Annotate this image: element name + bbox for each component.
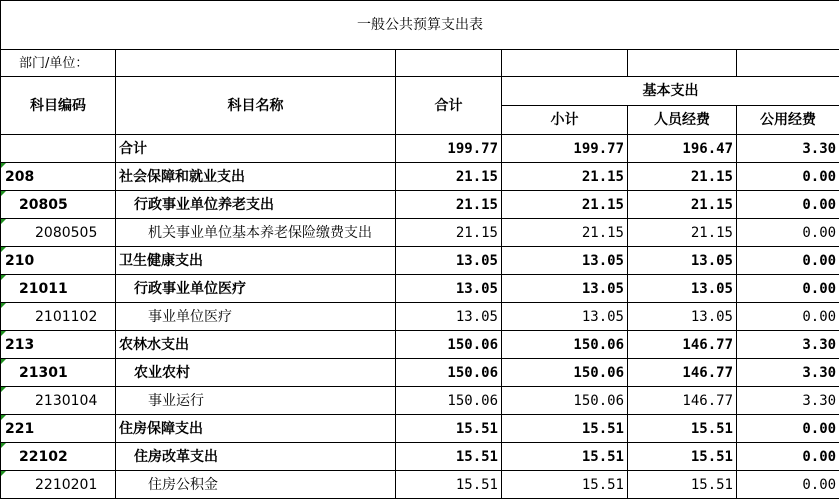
row-total-text: 15.51 <box>455 448 498 465</box>
row-total-cell[interactable] <box>396 471 502 499</box>
row-total-text: 15.51 <box>455 420 498 437</box>
cell-marker-icon <box>1 471 6 476</box>
row-name-text: 农业农村 <box>134 364 190 381</box>
row-total-cell[interactable] <box>396 415 502 443</box>
row-personnel-text: 146.77 <box>682 364 733 381</box>
row-personnel-text: 146.77 <box>682 336 733 353</box>
table-row <box>1 219 839 247</box>
row-name-cell[interactable] <box>116 471 396 499</box>
row-total-cell[interactable] <box>396 387 502 415</box>
row-name-cell[interactable] <box>116 331 396 359</box>
row-public-text: 0.00 <box>802 476 837 493</box>
row-subtotal-cell[interactable] <box>502 219 628 247</box>
row-personnel-cell[interactable] <box>628 191 737 219</box>
row-personnel-text: 15.51 <box>690 476 733 493</box>
row-total-cell[interactable] <box>396 331 502 359</box>
unit-blank-cell[interactable] <box>502 50 628 77</box>
row-public-text: 3.30 <box>802 336 837 353</box>
row-total-text: 199.77 <box>447 140 498 157</box>
row-public-text: 0.00 <box>802 168 837 185</box>
row-name-text: 事业单位医疗 <box>148 308 232 325</box>
row-total-text: 13.05 <box>455 280 498 297</box>
row-code-cell[interactable] <box>1 303 116 331</box>
row-public-cell[interactable] <box>737 135 839 163</box>
row-code-cell[interactable] <box>1 275 116 303</box>
cell-marker-icon <box>1 247 6 252</box>
row-name-text: 行政事业单位养老支出 <box>134 196 274 213</box>
unit-blank-cell[interactable] <box>628 50 737 77</box>
row-subtotal-text: 21.15 <box>581 224 624 241</box>
header-row-top <box>1 77 839 106</box>
unit-blank-cell[interactable] <box>737 50 839 77</box>
row-personnel-cell[interactable] <box>628 387 737 415</box>
row-name-text: 社会保障和就业支出 <box>119 168 245 185</box>
unit-label: 部门/单位： <box>1 50 116 77</box>
row-public-text: 3.30 <box>802 364 837 381</box>
row-name-text: 合计 <box>119 140 147 157</box>
row-name-cell[interactable] <box>116 443 396 471</box>
row-personnel-text: 146.77 <box>682 392 733 409</box>
row-personnel-cell[interactable] <box>628 415 737 443</box>
row-total-cell[interactable] <box>396 275 502 303</box>
row-total-text: 150.06 <box>447 336 498 353</box>
row-code-cell[interactable] <box>1 135 116 163</box>
row-name-cell[interactable] <box>116 191 396 219</box>
row-subtotal-text: 13.05 <box>581 308 624 325</box>
row-public-text: 0.00 <box>802 252 837 269</box>
row-personnel-text: 15.51 <box>690 448 733 465</box>
row-subtotal-cell[interactable] <box>502 163 628 191</box>
table-row <box>1 191 839 219</box>
row-name-text: 机关事业单位基本养老保险缴费支出 <box>148 224 372 241</box>
row-subtotal-text: 199.77 <box>573 140 624 157</box>
row-code-text: 2130104 <box>35 392 98 409</box>
row-subtotal-cell[interactable] <box>502 415 628 443</box>
cell-marker-icon <box>1 191 6 196</box>
row-total-text: 21.15 <box>455 224 498 241</box>
row-public-cell[interactable] <box>737 359 839 387</box>
row-public-text: 0.00 <box>802 448 837 465</box>
row-subtotal-cell[interactable] <box>502 191 628 219</box>
row-total-text: 21.15 <box>455 168 498 185</box>
row-personnel-cell[interactable] <box>628 135 737 163</box>
row-subtotal-cell[interactable] <box>502 135 628 163</box>
row-code-cell[interactable] <box>1 359 116 387</box>
row-code-text: 20805 <box>19 196 68 213</box>
row-code-cell[interactable] <box>1 331 116 359</box>
row-code-text: 2080505 <box>35 224 98 241</box>
row-name-text: 住房改革支出 <box>134 448 218 465</box>
title-row <box>1 1 839 50</box>
row-total-cell[interactable] <box>396 191 502 219</box>
row-personnel-cell[interactable] <box>628 359 737 387</box>
row-code-text: 221 <box>5 420 35 437</box>
table-row <box>1 387 839 415</box>
unit-blank-cell[interactable] <box>396 50 502 77</box>
header-total: 合计 <box>396 77 502 135</box>
row-code-text: 21011 <box>19 280 68 297</box>
header-public: 公用经费 <box>737 106 839 135</box>
row-public-text: 0.00 <box>802 420 837 437</box>
cell-marker-icon <box>1 219 6 224</box>
row-public-cell[interactable] <box>737 219 839 247</box>
row-public-cell[interactable] <box>737 415 839 443</box>
row-name-cell[interactable] <box>116 387 396 415</box>
row-public-cell[interactable] <box>737 247 839 275</box>
row-code-cell[interactable] <box>1 387 116 415</box>
row-code-text: 208 <box>5 168 35 185</box>
row-personnel-text: 21.15 <box>690 224 733 241</box>
row-name-cell[interactable] <box>116 303 396 331</box>
table-row <box>1 359 839 387</box>
row-code-cell[interactable] <box>1 247 116 275</box>
row-subtotal-cell[interactable] <box>502 247 628 275</box>
row-subtotal-text: 15.51 <box>581 476 624 493</box>
row-code-cell[interactable] <box>1 219 116 247</box>
row-code-cell[interactable] <box>1 443 116 471</box>
row-total-cell[interactable] <box>396 247 502 275</box>
row-personnel-text: 21.15 <box>690 196 733 213</box>
row-personnel-cell[interactable] <box>628 471 737 499</box>
row-name-cell[interactable] <box>116 247 396 275</box>
row-public-text: 0.00 <box>802 308 837 325</box>
row-code-text: 21301 <box>19 364 68 381</box>
row-name-text: 卫生健康支出 <box>119 252 203 269</box>
table-row <box>1 415 839 443</box>
row-personnel-cell[interactable] <box>628 163 737 191</box>
row-code-text: 210 <box>5 252 35 269</box>
row-total-text: 150.06 <box>447 392 498 409</box>
row-total-text: 15.51 <box>455 476 498 493</box>
row-subtotal-text: 150.06 <box>573 392 624 409</box>
row-name-text: 事业运行 <box>148 392 204 409</box>
row-code-text: 213 <box>5 336 35 353</box>
cell-marker-icon <box>1 163 6 168</box>
row-name-cell[interactable] <box>116 163 396 191</box>
row-name-text: 农林水支出 <box>119 336 189 353</box>
cell-marker-icon <box>1 443 6 448</box>
header-subtotal: 小计 <box>502 106 628 135</box>
row-subtotal-text: 21.15 <box>581 168 624 185</box>
row-subtotal-text: 13.05 <box>581 252 624 269</box>
row-personnel-text: 21.15 <box>690 168 733 185</box>
row-total-cell[interactable] <box>396 163 502 191</box>
row-code-cell[interactable] <box>1 415 116 443</box>
row-total-text: 150.06 <box>447 364 498 381</box>
row-code-text: 2210201 <box>35 476 98 493</box>
cell-marker-icon <box>1 387 6 392</box>
table-row <box>1 443 839 471</box>
row-name-cell[interactable] <box>116 135 396 163</box>
row-public-cell[interactable] <box>737 443 839 471</box>
header-basic: 基本支出 <box>502 77 839 106</box>
cell-marker-icon <box>1 359 6 364</box>
row-personnel-text: 15.51 <box>690 420 733 437</box>
row-personnel-cell[interactable] <box>628 219 737 247</box>
row-subtotal-cell[interactable] <box>502 275 628 303</box>
row-public-cell[interactable] <box>737 163 839 191</box>
row-public-text: 3.30 <box>802 392 837 409</box>
cell-marker-icon <box>1 331 6 336</box>
row-public-cell[interactable] <box>737 191 839 219</box>
row-public-cell[interactable] <box>737 331 839 359</box>
row-subtotal-cell[interactable] <box>502 387 628 415</box>
row-subtotal-text: 15.51 <box>581 420 624 437</box>
row-subtotal-text: 21.15 <box>581 196 624 213</box>
row-public-cell[interactable] <box>737 471 839 499</box>
row-personnel-cell[interactable] <box>628 303 737 331</box>
table-row <box>1 135 839 163</box>
row-public-text: 0.00 <box>802 280 837 297</box>
row-subtotal-cell[interactable] <box>502 303 628 331</box>
row-subtotal-text: 15.51 <box>581 448 624 465</box>
row-subtotal-cell[interactable] <box>502 471 628 499</box>
row-code-cell[interactable] <box>1 191 116 219</box>
row-public-text: 0.00 <box>802 224 837 241</box>
header-name: 科目名称 <box>116 77 396 135</box>
table-row <box>1 163 839 191</box>
row-subtotal-cell[interactable] <box>502 443 628 471</box>
row-code-cell[interactable] <box>1 471 116 499</box>
row-name-text: 住房保障支出 <box>119 420 203 437</box>
row-subtotal-cell[interactable] <box>502 359 628 387</box>
row-personnel-text: 13.05 <box>690 308 733 325</box>
header-personnel: 人员经费 <box>628 106 737 135</box>
cell-marker-icon <box>1 275 6 280</box>
row-name-cell[interactable] <box>116 359 396 387</box>
row-name-cell[interactable] <box>116 275 396 303</box>
table-row <box>1 247 839 275</box>
row-total-text: 13.05 <box>455 252 498 269</box>
row-total-text: 13.05 <box>455 308 498 325</box>
row-public-cell[interactable] <box>737 303 839 331</box>
row-name-text: 行政事业单位医疗 <box>134 280 246 297</box>
table-row <box>1 471 839 499</box>
table-row <box>1 331 839 359</box>
row-personnel-text: 196.47 <box>682 140 733 157</box>
row-personnel-cell[interactable] <box>628 247 737 275</box>
row-public-text: 3.30 <box>802 140 837 157</box>
row-public-cell[interactable] <box>737 387 839 415</box>
row-public-text: 0.00 <box>802 196 837 213</box>
row-total-cell[interactable] <box>396 219 502 247</box>
unit-value-cell[interactable] <box>116 50 396 77</box>
cell-marker-icon <box>1 303 6 308</box>
cell-marker-icon <box>1 415 6 420</box>
row-personnel-cell[interactable] <box>628 443 737 471</box>
table-row <box>1 303 839 331</box>
row-total-cell[interactable] <box>396 135 502 163</box>
page-title: 一般公共预算支出表 <box>1 1 839 50</box>
row-code-text: 2101102 <box>35 308 98 325</box>
row-code-cell[interactable] <box>1 163 116 191</box>
row-name-cell[interactable] <box>116 415 396 443</box>
row-personnel-text: 13.05 <box>690 280 733 297</box>
row-total-text: 21.15 <box>455 196 498 213</box>
row-subtotal-text: 13.05 <box>581 280 624 297</box>
row-total-cell[interactable] <box>396 303 502 331</box>
row-subtotal-cell[interactable] <box>502 331 628 359</box>
row-personnel-cell[interactable] <box>628 275 737 303</box>
table-row <box>1 275 839 303</box>
row-personnel-text: 13.05 <box>690 252 733 269</box>
unit-row <box>1 50 839 77</box>
row-subtotal-text: 150.06 <box>573 364 624 381</box>
row-total-cell[interactable] <box>396 443 502 471</box>
row-code-text: 22102 <box>19 448 68 465</box>
row-subtotal-text: 150.06 <box>573 336 624 353</box>
row-total-cell[interactable] <box>396 359 502 387</box>
header-code: 科目编码 <box>1 77 116 135</box>
row-name-cell[interactable] <box>116 219 396 247</box>
row-public-cell[interactable] <box>737 275 839 303</box>
row-name-text: 住房公积金 <box>148 476 218 493</box>
row-personnel-cell[interactable] <box>628 331 737 359</box>
